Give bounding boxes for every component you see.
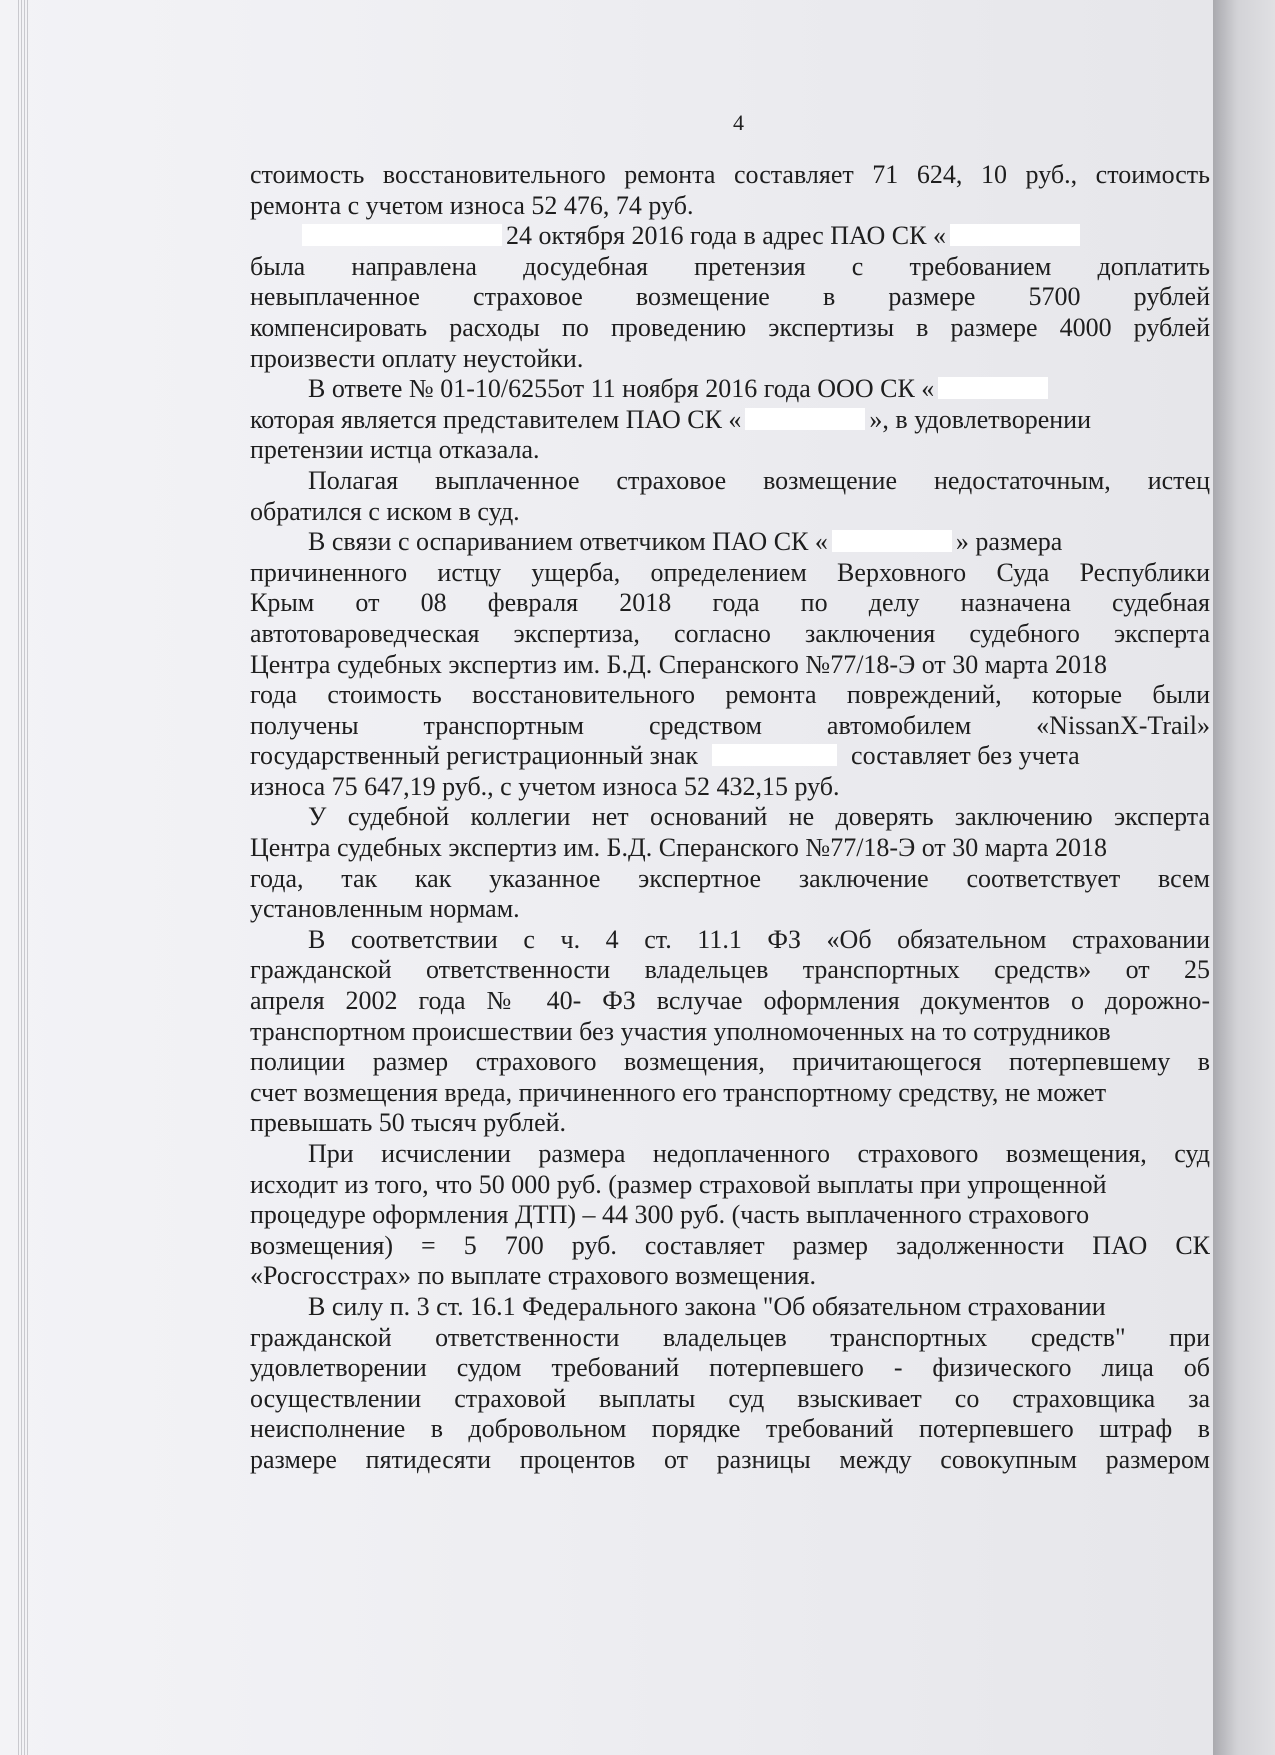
scanner-edge-shadow [1213, 0, 1275, 1755]
text-line: произвести оплату неустойки. [250, 343, 584, 373]
text-line: удовлетворении судом требований потерпевшего - физического лица об [250, 1353, 1210, 1383]
text-line: обратился с иском в суд. [250, 496, 520, 526]
redaction-block [712, 744, 837, 766]
text-line: компенсировать расходы по проведению экспертизы в размере 4000 рублей [250, 312, 1210, 342]
text-line: была направлена досудебная претензия с требованием доплатить [250, 251, 1210, 281]
redaction-block [302, 224, 502, 246]
text-line: неисполнение в добровольном порядке требований потерпевшего штраф в [250, 1414, 1210, 1444]
text-line: ремонта с учетом износа 52 476, 74 руб. [250, 190, 694, 220]
page-binding-edge [18, 0, 28, 1755]
redaction-block [832, 530, 952, 552]
text-line: Крым от 08 февраля 2018 года по делу назначена судебная [250, 588, 1210, 618]
text-line: осуществлении страховой выплаты суд взыскивает со страховщика за [250, 1383, 1210, 1413]
body-text [250, 160, 1210, 1476]
text-line: апреля 2002 года № 40- ФЗ вслучае оформления документов о дорожно- [250, 986, 1210, 1016]
text-line: У судебной коллегии нет оснований не доверять заключению эксперта [308, 802, 1210, 832]
text-line: В соответствии с ч. 4 ст. 11.1 ФЗ «Об обязательном страховании [308, 924, 1210, 954]
text-line: В силу п. 3 ст. 16.1 Федерального закона "Об обязательном страховании [308, 1291, 1106, 1321]
text-line: транспортном происшествии без участия уполномоченных на то сотрудников [250, 1016, 1111, 1046]
text-line: возмещения) = 5 700 руб. составляет размер задолженности ПАО СК [250, 1230, 1210, 1260]
text-line: государственный регистрационный знак составляет без учета [250, 741, 1080, 771]
text-line: При исчислении размера недоплаченного страхового возмещения, суд [308, 1139, 1210, 1168]
text-line: В связи с оспариванием ответчиком ПАО СК « » размера [308, 527, 1063, 557]
text-line: В ответе № 01-10/6255от 11 ноября 2016 года ООО СК « [250, 374, 1210, 405]
text-line: года стоимость восстановительного ремонта повреждений, которые были [250, 680, 1210, 710]
page-number: 4 [733, 110, 744, 135]
text-line: 24 октября 2016 года в адрес ПАО СК « [250, 221, 1210, 252]
text-line: размере пятидесяти процентов от разницы между совокупным размером [250, 1444, 1210, 1474]
text-line: износа 75 647,19 руб., с учетом износа 52 432,15 руб. [250, 771, 840, 801]
text-line: счет возмещения вреда, причиненного его транспортному средству, не может [250, 1077, 1107, 1107]
text-line: которая является представителем ПАО СК « », в удовлетворении [250, 404, 1091, 434]
text-line: Полагая выплаченное страховое возмещение недостаточным, истец [308, 465, 1210, 495]
text-line: Центра судебных экспертиз им. Б.Д. Сперанского №77/18-Э от 30 марта 2018 [250, 649, 1107, 679]
text-line: установленным нормам. [250, 894, 520, 924]
redaction-block [745, 408, 865, 430]
text-line: превышать 50 тысяч рублей. [250, 1108, 567, 1138]
text-line: года, так как указанное экспертное заключение соответствует всем [250, 863, 1210, 893]
text-line: стоимость восстановительного ремонта составляет 71 624, 10 руб., стоимость [250, 160, 1210, 189]
text-line: процедуре оформления ДТП) – 44 300 руб. (часть выплаченного страхового [250, 1200, 1090, 1230]
text-line: получены транспортным средством автомобилем «NissanX-Trail» [250, 710, 1210, 740]
text-line: Центра судебных экспертиз им. Б.Д. Сперанского №77/18-Э от 30 марта 2018 [250, 833, 1107, 863]
text-line: невыплаченное страховое возмещение в размере 5700 рублей [250, 282, 1210, 312]
text-line: претензии истца отказала. [250, 435, 540, 465]
text-line: гражданской ответственности владельцев транспортных средств» от 25 [250, 955, 1210, 985]
text-line: причиненного истцу ущерба, определением Верховного Суда Республики [250, 557, 1210, 587]
text-line: исходит из того, что 50 000 руб. (размер страховой выплаты при упрощенной [250, 1169, 1107, 1199]
text-line: автотовароведческая экспертиза, согласно заключения судебного эксперта [250, 618, 1210, 648]
text-line: полиции размер страхового возмещения, причитающегося потерпевшему в [250, 1047, 1210, 1077]
redaction-block [950, 224, 1080, 246]
text-line: «Росгосстрах» по выплате страхового возмещения. [250, 1261, 817, 1291]
redaction-block [938, 377, 1048, 399]
text-line: гражданской ответственности владельцев транспортных средств" при [250, 1322, 1210, 1352]
